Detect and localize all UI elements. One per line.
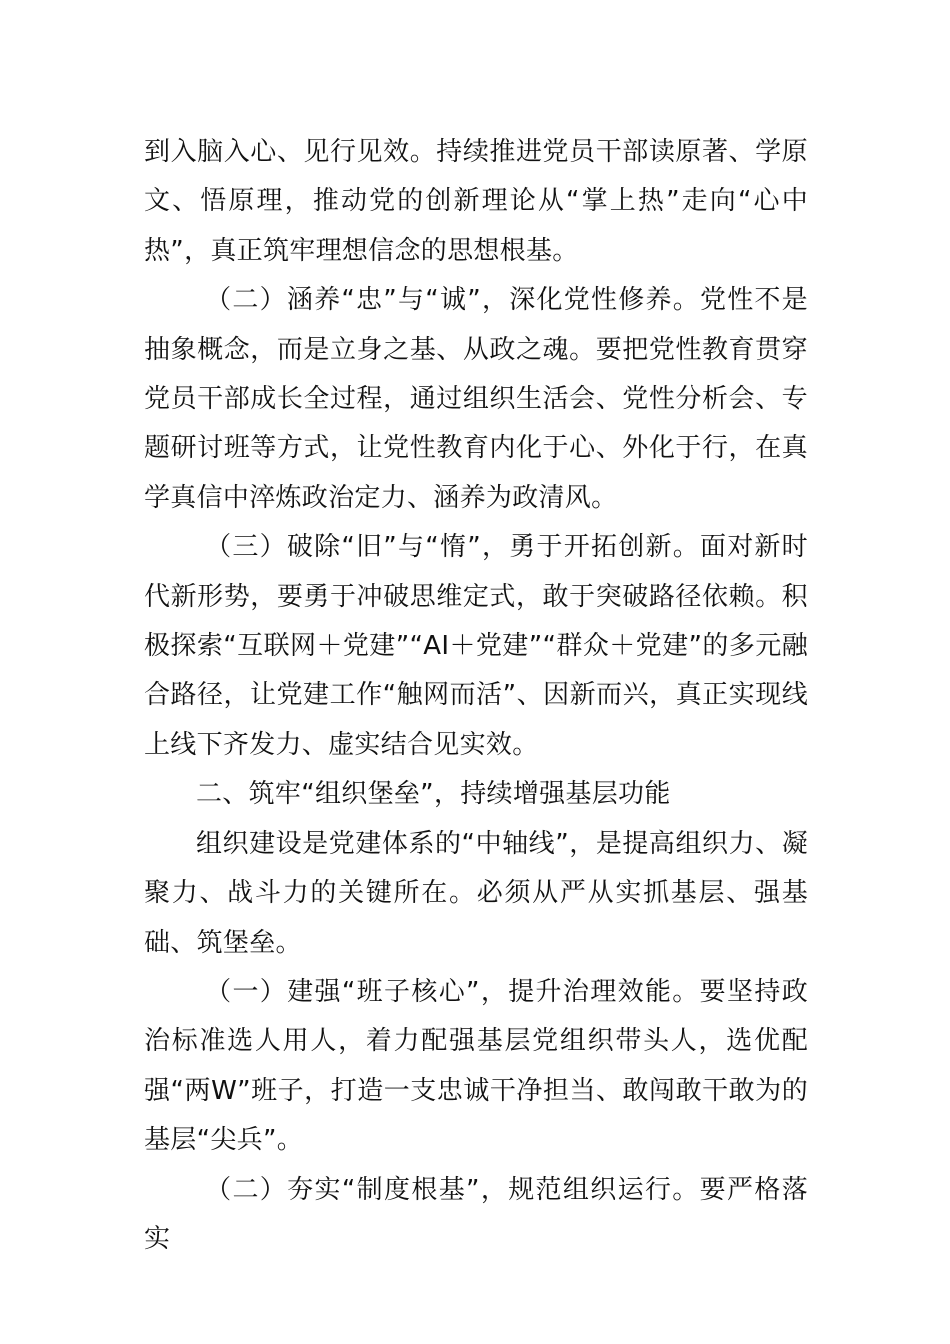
paragraph-continuation: 到入脑入心、见行见效。持续推进党员干部读原著、学原文、悟原理，推动党的创新理论从“掌上热”走向“心中热”，真正筑牢理想信念的思想根基。 [144,137,808,266]
paragraph-subsection-3: （三）破除“旧”与“惰”，勇于开拓创新。面对新时代新形势，要勇于冲破思维定式，敢于突破路径依赖。积极探索“互联网＋党建”“AI＋党建”“群众＋党建”的多元融合路径，让党建工作“触网而活”、因新而兴，真正实现线上线下齐发力、虚实结合见实效。 [144,532,808,760]
document-body [144,128,808,1264]
paragraph-subsection-1: （一）建强“班子核心”，提升治理效能。要坚持政治标准选人用人，着力配强基层党组织带头人，选优配强“两W”班子，打造一支忠诚干净担当、敢闯敢干敢为的基层“尖兵”。 [144,976,808,1156]
section-heading-2: 二、筑牢“组织堡垒”，持续增强基层功能 [196,779,671,810]
paragraph-section-intro: 组织建设是党建体系的“中轴线”，是提高组织力、凝聚力、战斗力的关键所在。必须从严从实抓基层、强基础、筑堡垒。 [144,828,808,958]
paragraph-subsection-2b: （二）夯实“制度根基”，规范组织运行。要严格落实 [144,1174,808,1254]
paragraph-subsection-2: （二）涵养“忠”与“诚”，深化党性修养。党性不是抽象概念，而是立身之基、从政之魂。要把党性教育贯穿党员干部成长全过程，通过组织生活会、党性分析会、专题研讨班等方式，让党性教育内化于心、外化于行，在真学真信中淬炼政治定力、涵养为政清风。 [144,285,808,513]
